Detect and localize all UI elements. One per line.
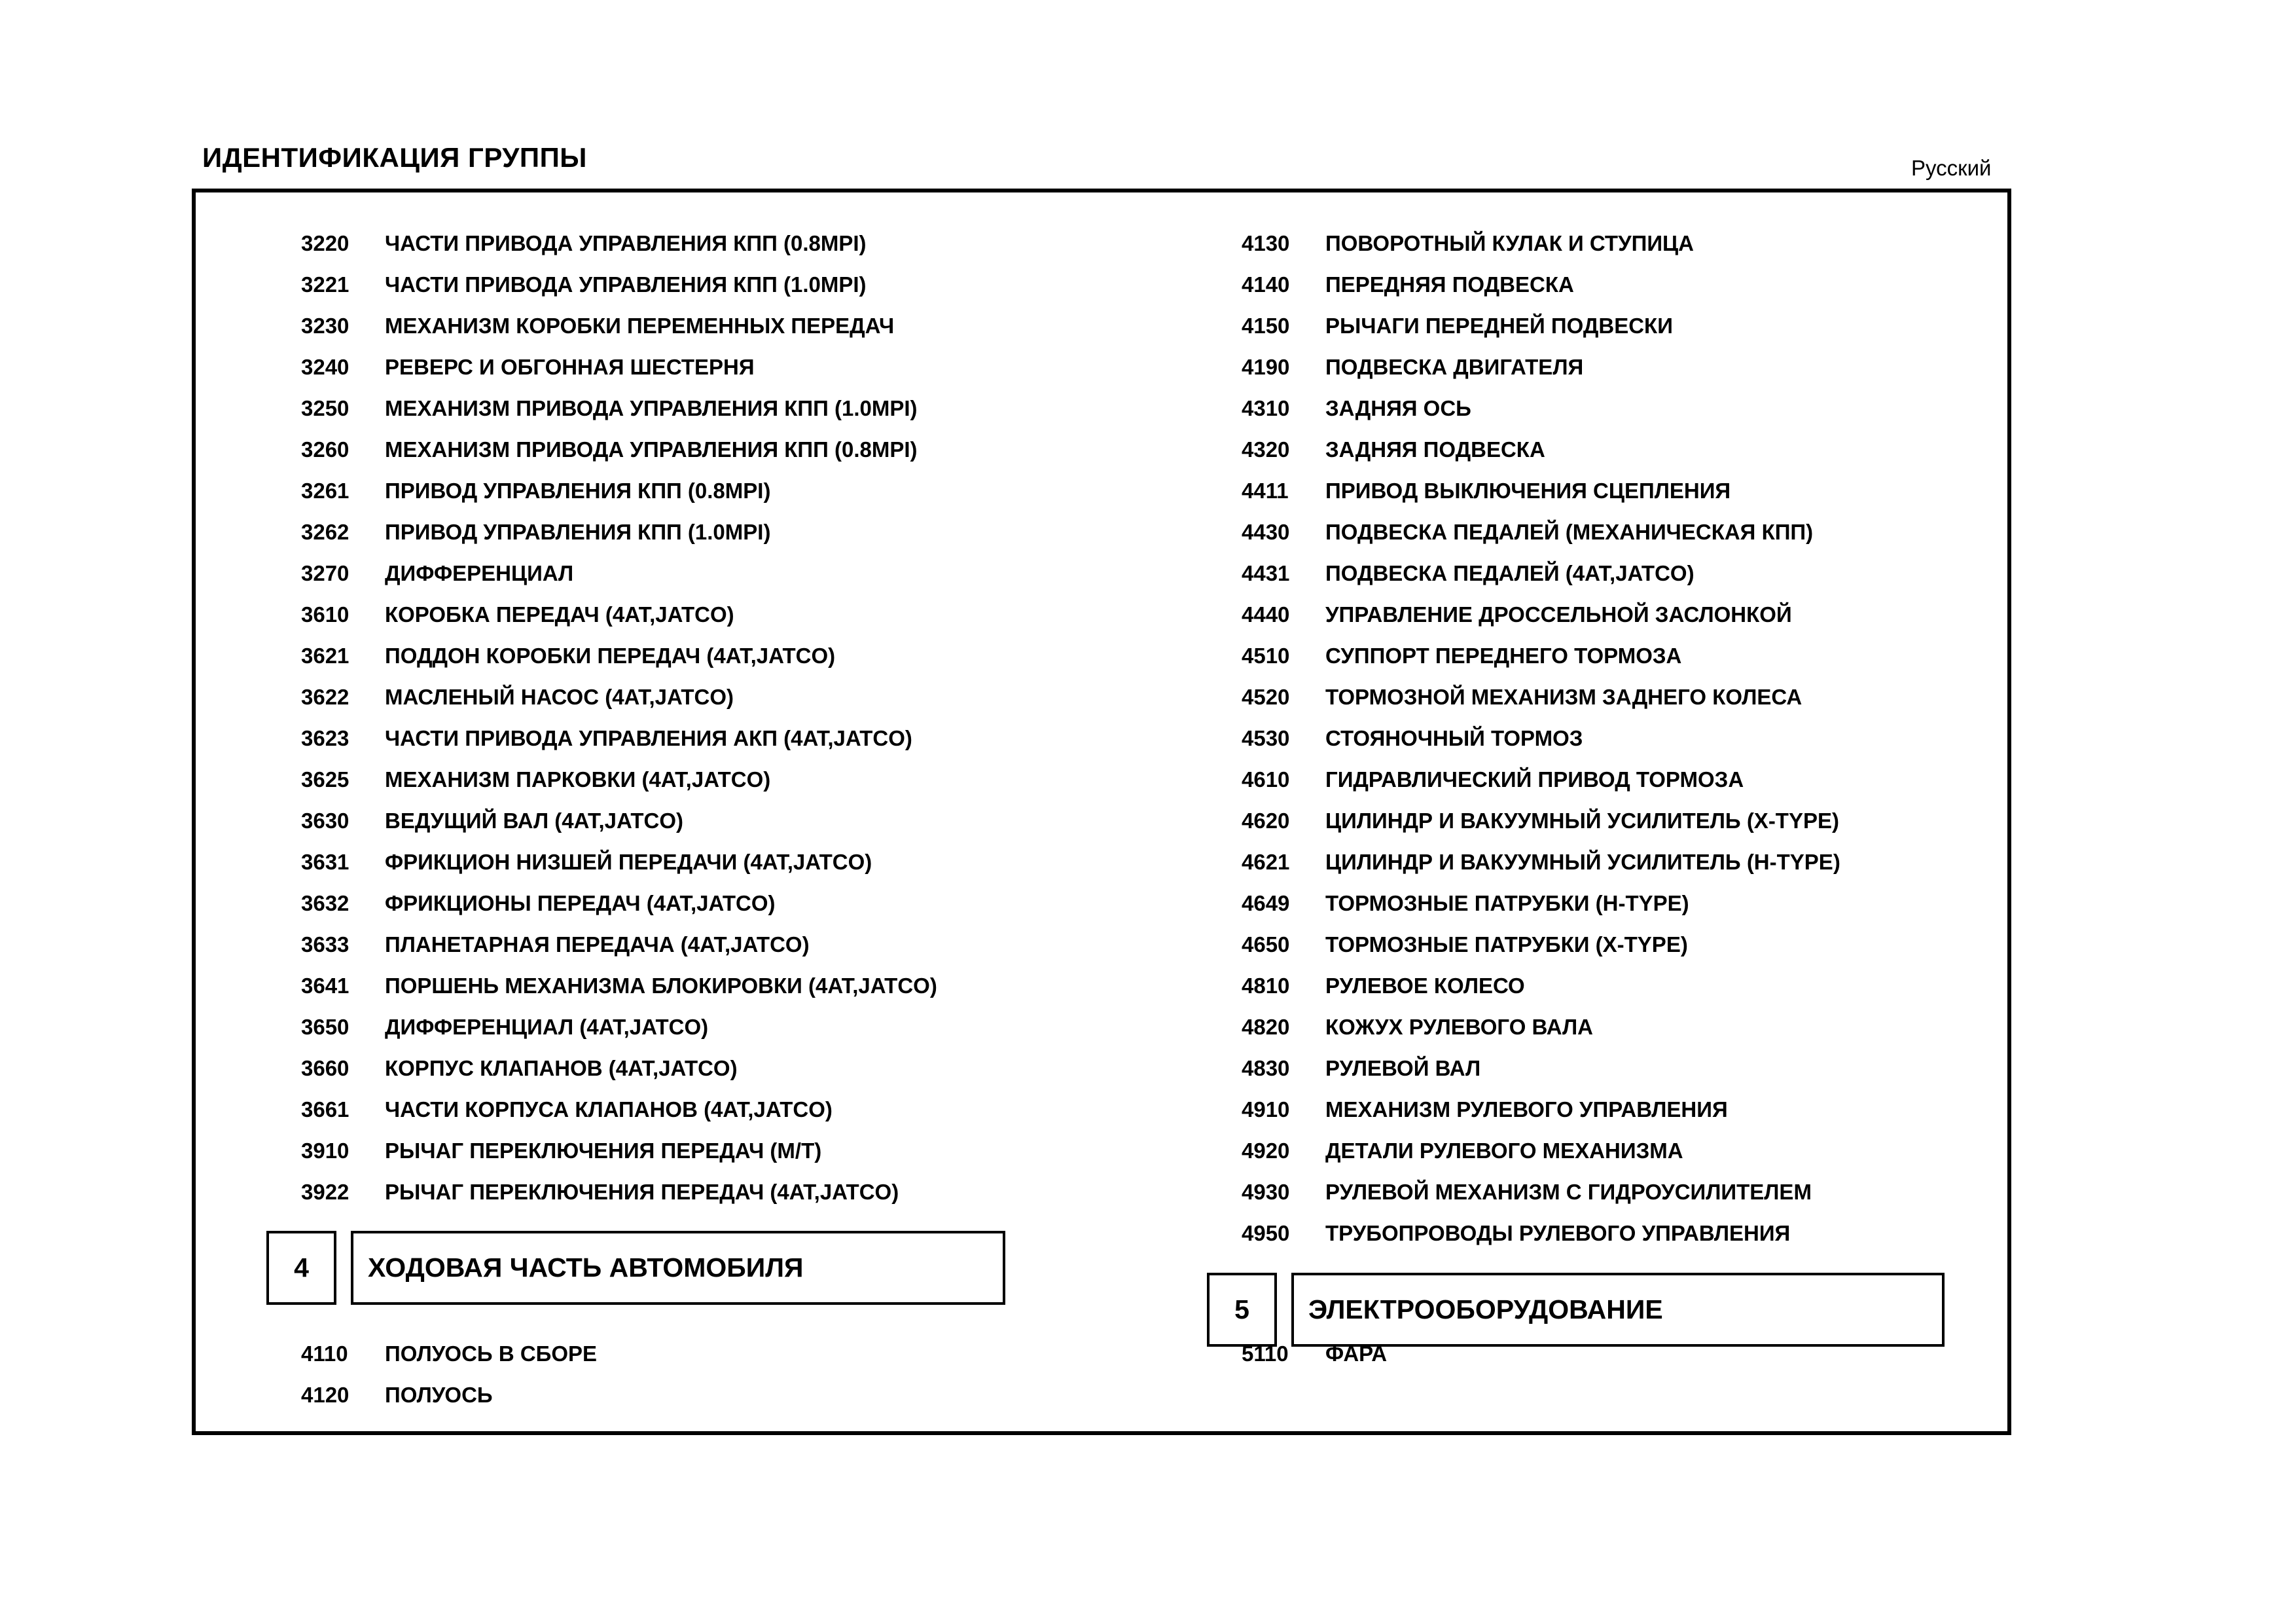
group-label: ПЛАНЕТАРНАЯ ПЕРЕДАЧА (4AT,JATCO) (385, 932, 810, 957)
group-label: ДИФФЕРЕНЦИАЛ (4AT,JATCO) (385, 1014, 709, 1039)
group-label: УПРАВЛЕНИЕ ДРОССЕЛЬНОЙ ЗАСЛОНКОЙ (1325, 602, 1792, 627)
group-code: 3610 (301, 602, 350, 627)
group-code: 4310 (1242, 395, 1290, 420)
group-code: 3270 (301, 560, 350, 585)
language-label: Русский (1911, 156, 1992, 180)
group-label: ТОРМОЗНЫЕ ПАТРУБКИ (H-TYPE) (1325, 890, 1689, 915)
group-label: ФАРА (1325, 1341, 1388, 1366)
group-code: 4620 (1242, 808, 1290, 833)
group-code: 3220 (301, 230, 350, 255)
group-code: 3623 (301, 725, 350, 750)
group-item (1242, 1089, 1840, 1130)
group-label: ПЕРЕДНЯЯ ПОДВЕСКА (1325, 272, 1574, 297)
group-label: СУППОРТ ПЕРЕДНЕГО ТОРМОЗА (1325, 643, 1682, 668)
group-item (301, 1333, 597, 1374)
group-code: 4649 (1242, 890, 1290, 915)
group-label: ПРИВОД УПРАВЛЕНИЯ КПП (1.0MPI) (385, 519, 771, 544)
group-item (301, 388, 937, 429)
page-title: ИДЕНТИФИКАЦИЯ ГРУППЫ (202, 142, 587, 173)
group-label: ПОЛУОСЬ В СБОРЕ (385, 1341, 598, 1366)
group-item (1242, 553, 1840, 594)
group-code: 4950 (1242, 1220, 1290, 1245)
group-label: ГИДРАВЛИЧЕСКИЙ ПРИВОД ТОРМОЗА (1325, 767, 1744, 792)
group-label: МЕХАНИЗМ ПАРКОВКИ (4AT,JATCO) (385, 767, 771, 792)
group-item (301, 841, 937, 883)
group-item (301, 264, 937, 305)
group-code: 4440 (1242, 602, 1290, 627)
group-code: 3630 (301, 808, 350, 833)
section-4-title: ХОДОВАЯ ЧАСТЬ АВТОМОБИЛЯ (351, 1231, 1005, 1305)
group-code: 4830 (1242, 1055, 1290, 1080)
group-label: РУЛЕВОЕ КОЛЕСО (1325, 973, 1525, 998)
group-code: 3625 (301, 767, 350, 792)
group-code: 4431 (1242, 560, 1290, 585)
group-code: 3240 (301, 354, 350, 379)
group-item (301, 1048, 937, 1089)
group-code: 4910 (1242, 1097, 1290, 1122)
group-item (301, 1089, 937, 1130)
group-label: МЕХАНИЗМ ПРИВОДА УПРАВЛЕНИЯ КПП (1.0MPI) (385, 395, 918, 420)
group-label: МЕХАНИЗМ РУЛЕВОГО УПРАВЛЕНИЯ (1325, 1097, 1728, 1122)
group-label: РЕВЕРС И ОБГОННАЯ ШЕСТЕРНЯ (385, 354, 755, 379)
group-item (1242, 1130, 1840, 1171)
group-code: 4820 (1242, 1014, 1290, 1039)
group-item (301, 346, 937, 388)
group-code: 3221 (301, 272, 350, 297)
group-label: ПРИВОД УПРАВЛЕНИЯ КПП (0.8MPI) (385, 478, 771, 503)
group-item (1242, 264, 1840, 305)
group-label: ЦИЛИНДР И ВАКУУМНЫЙ УСИЛИТЕЛЬ (X-TYPE) (1325, 808, 1839, 833)
group-code: 3633 (301, 932, 350, 957)
group-label: ПОДДОН КОРОБКИ ПЕРЕДАЧ (4AT,JATCO) (385, 643, 836, 668)
group-item (301, 883, 937, 924)
group-item (1242, 1048, 1840, 1089)
group-label: ЗАДНЯЯ ПОДВЕСКА (1325, 437, 1545, 462)
group-item (1242, 718, 1840, 759)
group-label: ФРИКЦИОН НИЗШЕЙ ПЕРЕДАЧИ (4AT,JATCO) (385, 849, 872, 874)
group-label: РЫЧАГ ПЕРЕКЛЮЧЕНИЯ ПЕРЕДАЧ (M/T) (385, 1138, 822, 1163)
group-item (1242, 511, 1840, 553)
group-code: 4120 (301, 1382, 350, 1407)
group-item (1242, 635, 1840, 676)
group-item (301, 718, 937, 759)
group-code: 4190 (1242, 354, 1290, 379)
group-item (1242, 759, 1840, 800)
group-item (301, 1006, 937, 1048)
group-item (301, 511, 937, 553)
section-5-title: ЭЛЕКТРООБОРУДОВАНИЕ (1291, 1273, 1945, 1347)
group-code: 3621 (301, 643, 350, 668)
group-label: ДЕТАЛИ РУЛЕВОГО МЕХАНИЗМА (1325, 1138, 1683, 1163)
group-item (301, 759, 937, 800)
section-5-list (1242, 1333, 1387, 1374)
group-code: 4320 (1242, 437, 1290, 462)
group-code: 4140 (1242, 272, 1290, 297)
group-item (1242, 1006, 1840, 1048)
group-item (1242, 470, 1840, 511)
group-item (301, 223, 937, 264)
group-item (1242, 346, 1840, 388)
group-item (1242, 676, 1840, 718)
group-label: ПОДВЕСКА ДВИГАТЕЛЯ (1325, 354, 1584, 379)
group-code: 3632 (301, 890, 350, 915)
section-4-list (301, 1333, 597, 1415)
group-code: 4430 (1242, 519, 1290, 544)
group-item (1242, 594, 1840, 635)
group-label: ТОРМОЗНОЙ МЕХАНИЗМ ЗАДНЕГО КОЛЕСА (1325, 684, 1803, 709)
group-code: 4510 (1242, 643, 1290, 668)
group-item (1242, 1333, 1387, 1374)
group-code: 3261 (301, 478, 350, 503)
group-item (301, 635, 937, 676)
group-item (1242, 305, 1840, 346)
group-code: 3641 (301, 973, 350, 998)
group-code: 3262 (301, 519, 350, 544)
group-code: 4610 (1242, 767, 1290, 792)
group-item (301, 924, 937, 965)
group-code: 3661 (301, 1097, 350, 1122)
group-item (301, 1171, 937, 1213)
group-label: МЕХАНИЗМ КОРОБКИ ПЕРЕМЕННЫХ ПЕРЕДАЧ (385, 313, 895, 338)
group-code: 3622 (301, 684, 350, 709)
section-4-number: 4 (266, 1231, 336, 1305)
group-item (301, 305, 937, 346)
group-label: ФРИКЦИОНЫ ПЕРЕДАЧ (4AT,JATCO) (385, 890, 776, 915)
group-code: 3260 (301, 437, 350, 462)
group-item (1242, 223, 1840, 264)
group-label: ВЕДУЩИЙ ВАЛ (4AT,JATCO) (385, 808, 684, 833)
group-label: КОЖУХ РУЛЕВОГО ВАЛА (1325, 1014, 1593, 1039)
group-label: ЗАДНЯЯ ОСЬ (1325, 395, 1471, 420)
group-code: 4520 (1242, 684, 1290, 709)
group-code: 4150 (1242, 313, 1290, 338)
group-item (1242, 1171, 1840, 1213)
group-item (301, 676, 937, 718)
group-label: ПОДВЕСКА ПЕДАЛЕЙ (4AT,JATCO) (1325, 560, 1695, 585)
group-item (301, 1374, 597, 1415)
group-code: 3250 (301, 395, 350, 420)
group-code: 4621 (1242, 849, 1290, 874)
group-item (301, 470, 937, 511)
group-label: ЦИЛИНДР И ВАКУУМНЫЙ УСИЛИТЕЛЬ (H-TYPE) (1325, 849, 1840, 874)
group-label: МАСЛЕНЫЙ НАСОС (4AT,JATCO) (385, 684, 734, 709)
group-label: РЫЧАГ ПЕРЕКЛЮЧЕНИЯ ПЕРЕДАЧ (4AT,JATCO) (385, 1179, 899, 1204)
group-item (1242, 429, 1840, 470)
group-code: 3910 (301, 1138, 350, 1163)
section-5-number: 5 (1207, 1273, 1277, 1347)
group-code: 3631 (301, 849, 350, 874)
group-item (301, 965, 937, 1006)
group-item (1242, 883, 1840, 924)
group-label: ПОЛУОСЬ (385, 1382, 493, 1407)
group-item (301, 594, 937, 635)
group-code: 3650 (301, 1014, 350, 1039)
group-item (1242, 841, 1840, 883)
group-label: ЧАСТИ КОРПУСА КЛАПАНОВ (4AT,JATCO) (385, 1097, 833, 1122)
group-label: РЫЧАГИ ПЕРЕДНЕЙ ПОДВЕСКИ (1325, 313, 1673, 338)
group-label: ДИФФЕРЕНЦИАЛ (385, 560, 574, 585)
group-code: 3230 (301, 313, 350, 338)
group-item (1242, 388, 1840, 429)
group-item (1242, 965, 1840, 1006)
left-group-list (301, 223, 937, 1213)
group-code: 4650 (1242, 932, 1290, 957)
group-label: СТОЯНОЧНЫЙ ТОРМОЗ (1325, 725, 1583, 750)
group-label: КОРОБКА ПЕРЕДАЧ (4AT,JATCO) (385, 602, 734, 627)
group-code: 4530 (1242, 725, 1290, 750)
group-item (1242, 924, 1840, 965)
group-label: ЧАСТИ ПРИВОДА УПРАВЛЕНИЯ АКП (4AT,JATCO) (385, 725, 912, 750)
right-group-list (1242, 223, 1840, 1254)
group-code: 4411 (1242, 478, 1289, 503)
group-label: ЧАСТИ ПРИВОДА УПРАВЛЕНИЯ КПП (1.0MPI) (385, 272, 867, 297)
group-item (301, 429, 937, 470)
group-code: 3922 (301, 1179, 350, 1204)
group-label: ПОДВЕСКА ПЕДАЛЕЙ (МЕХАНИЧЕСКАЯ КПП) (1325, 519, 1814, 544)
group-label: ПОРШЕНЬ МЕХАНИЗМА БЛОКИРОВКИ (4AT,JATCO) (385, 973, 937, 998)
group-label: ПОВОРОТНЫЙ КУЛАК И СТУПИЦА (1325, 230, 1694, 255)
group-label: КОРПУС КЛАПАНОВ (4AT,JATCO) (385, 1055, 738, 1080)
group-label: ТРУБОПРОВОДЫ РУЛЕВОГО УПРАВЛЕНИЯ (1325, 1220, 1791, 1245)
group-code: 5110 (1242, 1341, 1289, 1366)
group-item (1242, 800, 1840, 841)
group-code: 3660 (301, 1055, 350, 1080)
group-code: 4130 (1242, 230, 1290, 255)
group-item (1242, 1213, 1840, 1254)
group-code: 4920 (1242, 1138, 1290, 1163)
group-label: МЕХАНИЗМ ПРИВОДА УПРАВЛЕНИЯ КПП (0.8MPI) (385, 437, 918, 462)
group-label: РУЛЕВОЙ ВАЛ (1325, 1055, 1481, 1080)
group-code: 4930 (1242, 1179, 1290, 1204)
group-item (301, 1130, 937, 1171)
group-code: 4110 (301, 1341, 348, 1366)
group-label: ПРИВОД ВЫКЛЮЧЕНИЯ СЦЕПЛЕНИЯ (1325, 478, 1731, 503)
group-label: ТОРМОЗНЫЕ ПАТРУБКИ (X-TYPE) (1325, 932, 1688, 957)
group-code: 4810 (1242, 973, 1290, 998)
group-label: ЧАСТИ ПРИВОДА УПРАВЛЕНИЯ КПП (0.8MPI) (385, 230, 867, 255)
group-label: РУЛЕВОЙ МЕХАНИЗМ С ГИДРОУСИЛИТЕЛЕМ (1325, 1179, 1812, 1204)
group-item (301, 800, 937, 841)
group-item (301, 553, 937, 594)
